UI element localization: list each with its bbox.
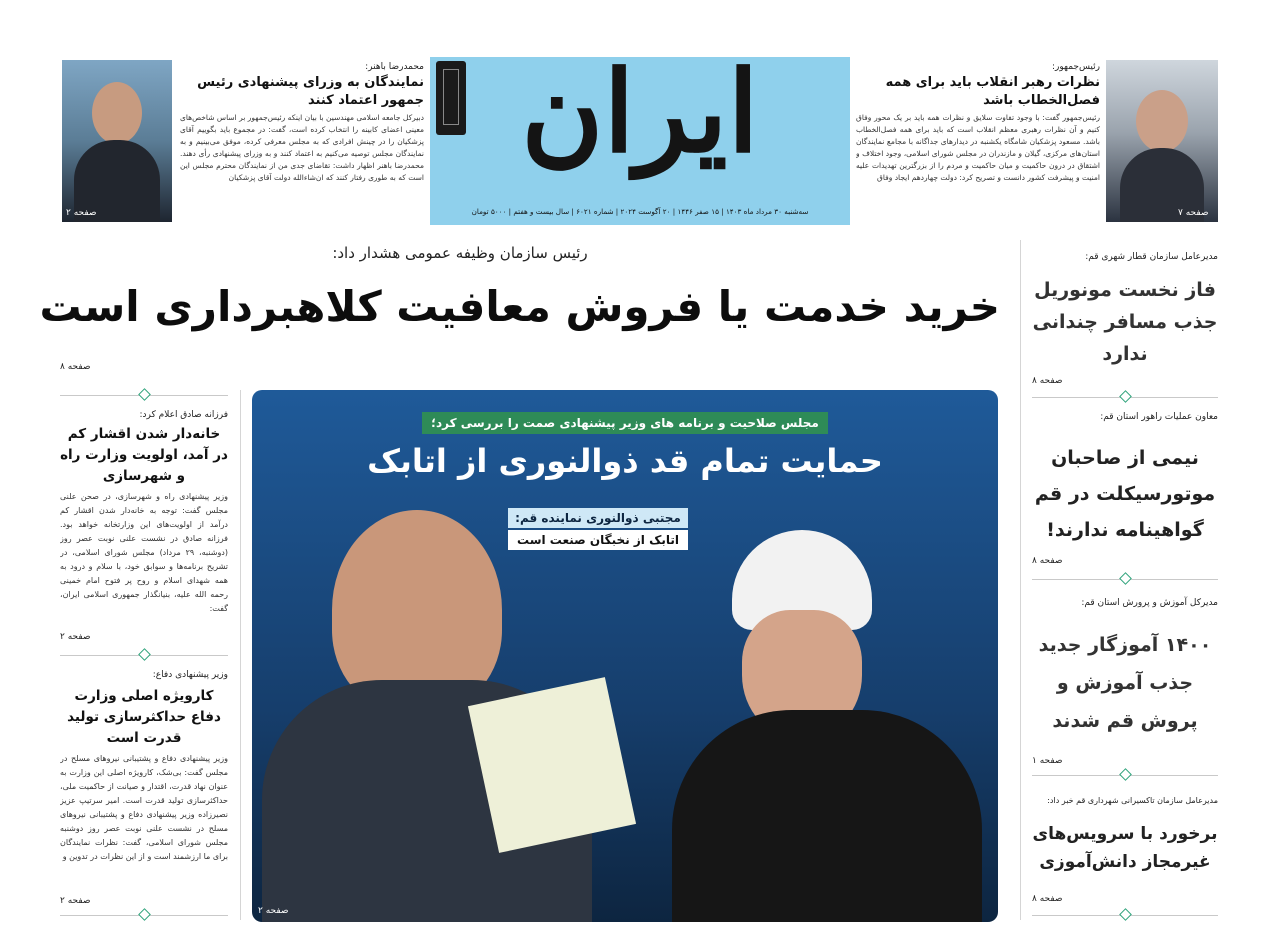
divider bbox=[60, 910, 228, 920]
divider bbox=[60, 390, 228, 400]
article-body: دبیرکل جامعه اسلامی مهندسین با بیان اینکه رئیس‌جمهور بر اساس شاخص‌های معینی اعضای کابینه را انتخاب کرده است، گفت: در مجموع باید بگوییم آقای پزشکیان را در چینش افرادی که به مجلس معرفی کرده، موفق می‌بینیم و به نمایندگان مجلس توصیه می‌کنیم به اعتماد کنند و به وزرای پیشنهادی رأی دهند. محمدرضا باهنر اظهار داشت: تقاضای جدی من از نمایندگان محترم مجلس این است که به طوری رفتار کنند که ان‌شاءالله دولت آقای پزشکیان bbox=[180, 113, 424, 182]
divider bbox=[1032, 770, 1218, 780]
headline[interactable]: کارویژه اصلی وزارت دفاع حداکثرسازی تولید قدرت است bbox=[67, 688, 221, 746]
feature-quote: اتابک از نخبگان صنعت است bbox=[508, 530, 688, 550]
page-ref[interactable]: صفحه ۲ bbox=[258, 906, 289, 916]
masthead-logo: ایران bbox=[521, 47, 759, 178]
divider bbox=[1032, 392, 1218, 402]
article-body: وزیر پیشنهادی راه و شهرسازی، در صحن علنی مجلس گفت: توجه به خانه‌دار شدن اقشار کم درآمد از اولویت‌های این وزارتخانه خواهد بود. فرزانه صادق در نشست علنی نوبت عصر روز (دوشنبه، ۲۹ مرداد) مجلس شورای اسلامی، در تشریح برنامه‌ها و سوابق خود، با سلام و درود به همه شهدای اسلام و روح پر فتوح امام خمینی رحمه الله علیه، بنیانگذار جمهوری اسلامی ایران، گفت: bbox=[60, 492, 228, 613]
feature-quote-kicker: مجتبی ذوالنوری نماینده قم: bbox=[508, 508, 688, 528]
main-headline[interactable]: خرید خدمت یا فروش معافیت کلاهبرداری است bbox=[39, 282, 1000, 331]
page-ref[interactable]: صفحه ۸ bbox=[1032, 556, 1063, 566]
page-ref[interactable]: صفحه ۲ bbox=[60, 632, 91, 642]
feature-headline[interactable]: حمایت تمام قد ذوالنوری از اتابک bbox=[367, 442, 883, 480]
headline[interactable]: خانه‌دار شدن اقشار کم در آمد، اولویت وزارت راه و شهرسازی bbox=[60, 426, 228, 484]
kicker: فرزانه صادق اعلام کرد: bbox=[139, 410, 228, 420]
headline[interactable]: برخورد با سرویس‌های غیرمجاز دانش‌آموزی bbox=[1032, 824, 1218, 872]
dateline: سه‌شنبه ۳۰ مرداد ماه ۱۴۰۳ | ۱۵ صفر ۱۴۴۶ | ۲۰ آگوست ۲۰۲۴ | شماره ۶۰۲۱ | سال بیست و هفتم | ۵۰۰۰ تومان bbox=[471, 207, 809, 216]
main-kicker: رئیس سازمان وظیفه عمومی هشدار داد: bbox=[332, 244, 588, 262]
masthead bbox=[430, 47, 850, 225]
kicker: محمدرضا باهنر: bbox=[365, 62, 424, 72]
headline[interactable]: ۱۴۰۰ آموزگار جدید جذب آموزش و پروش قم شدند bbox=[1038, 634, 1212, 732]
headline[interactable]: نظرات رهبر انقلاب باید برای همه فصل‌الخطاب باشد bbox=[885, 75, 1100, 108]
page-ref[interactable]: صفحه ۸ bbox=[1032, 376, 1063, 386]
headline[interactable]: فاز نخست مونوریل جذب مسافر چندانی ندارد bbox=[1032, 279, 1218, 365]
page-ref[interactable]: صفحه ۲ bbox=[66, 208, 97, 218]
article-body: رئیس‌جمهور گفت: با وجود تفاوت سلایق و نظرات همه باید بر یک محور وفاق کنیم و آن نظرات رهبری معظم انقلاب است که باید برای همه فصل‌الخطاب باشد. مسعود پزشکیان شامگاه یکشنبه در دیدارهای جداگانه با مجامع نمایندگان استان‌های مرکزی، گیلان و مازندران در مجلس شورای اسلامی، وجود اختلاف و اشتقاق در درون حاکمیت و میان حاکمیت و مردم را از بزرگترین تهدیدات علیه امنیت و پیشرفت کشور دانست و تصریح کرد: دولت چهاردهم ایجاد وفاق bbox=[856, 113, 1100, 182]
president-photo bbox=[1106, 60, 1218, 222]
feature-photo bbox=[252, 390, 998, 922]
kicker: مدیرعامل سازمان قطار شهری قم: bbox=[1085, 252, 1218, 262]
page-ref[interactable]: صفحه ۲ bbox=[60, 896, 91, 906]
article-body: وزیر پیشنهادی دفاع و پشتیبانی نیروهای مسلح در مجلس گفت: بی‌شک، کارویژه اصلی این وزارت به عنوان نهاد قدرت، اقتدار و صیانت از حاکمیت ملی، حداکثرسازی تولید قدرت است. امیر سرتیپ عزیز نصیرزاده وزیر پیشنهادی دفاع و پشتیبانی نیروهای مسلح در نشست علنی نوبت عصر روز دوشنبه مجلس شورای اسلامی، گفت: نظرات نمایندگان برای ما ارزشمند است و از این نظرات در تدوین و bbox=[60, 754, 228, 861]
page-ref[interactable]: صفحه ۸ bbox=[1032, 894, 1063, 904]
divider bbox=[1032, 910, 1218, 920]
page-ref[interactable]: صفحه ۷ bbox=[1178, 208, 1209, 218]
headline[interactable]: نیمی از صاحبان موتورسیکلت در قم گواهینامه ندارند! bbox=[1034, 447, 1216, 541]
kicker: وزیر پیشنهادی دفاع: bbox=[152, 670, 228, 680]
page-ref[interactable]: صفحه ۸ bbox=[60, 362, 91, 372]
page-ref[interactable]: صفحه ۱ bbox=[1032, 756, 1063, 766]
kicker: مدیرکل آموزش و پرورش استان قم: bbox=[1081, 598, 1218, 608]
divider bbox=[1032, 574, 1218, 584]
feature-banner: مجلس صلاحیت و برنامه های وزیر پیشنهادی صمت را بررسی کرد؛ bbox=[422, 412, 828, 434]
bahonar-photo bbox=[62, 60, 172, 222]
document-papers bbox=[468, 677, 636, 853]
headline[interactable]: نمایندگان به وزرای پیشنهادی رئیس جمهور اعتماد کنند bbox=[197, 75, 424, 108]
kicker: معاون عملیات راهور استان قم: bbox=[1100, 412, 1218, 422]
divider bbox=[60, 650, 228, 660]
kicker: مدیرعامل سازمان تاکسیرانی شهرداری قم خبر داد: bbox=[1047, 796, 1218, 805]
kicker: رئیس‌جمهور: bbox=[1052, 62, 1100, 72]
